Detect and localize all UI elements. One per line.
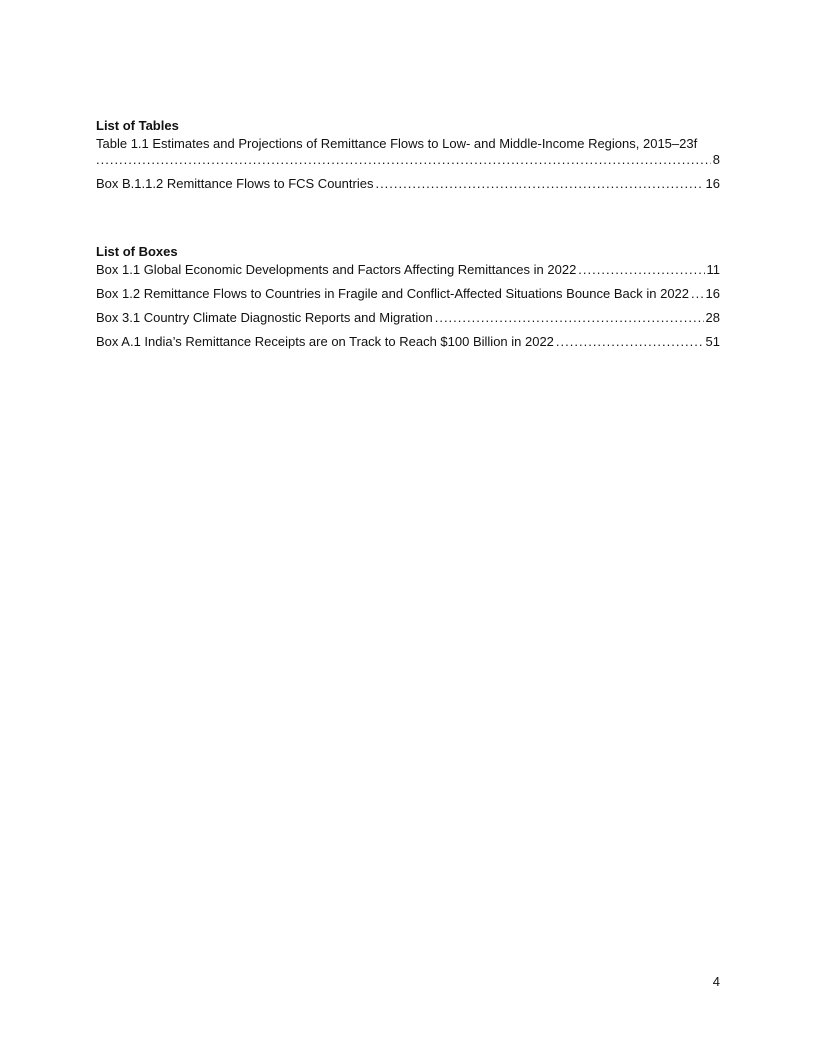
list-of-tables-heading: List of Tables	[96, 118, 179, 133]
list-of-tables-section	[96, 118, 720, 192]
toc-entry-title: Box 1.2 Remittance Flows to Countries in Fragile and Conflict-Affected Situations Bounce Back in 2022	[96, 286, 690, 301]
toc-entry-page-number: 8	[712, 152, 720, 167]
list-of-boxes-heading: List of Boxes	[96, 244, 178, 259]
dot-leader	[375, 176, 703, 192]
dot-leader	[578, 262, 704, 278]
toc-entry-page-number: 28	[705, 310, 720, 325]
toc-entry-box-1-2[interactable]	[96, 286, 720, 302]
toc-entry-title: Table 1.1 Estimates and Projections of Remittance Flows to Low- and Middle-Income Regions, 2015–23f	[96, 136, 698, 151]
dot-leader	[691, 286, 704, 302]
toc-entry-title: Box A.1 India’s Remittance Receipts are on Track to Reach $100 Billion in 2022	[96, 334, 554, 349]
dot-leader	[96, 152, 711, 168]
toc-entry-table-1-1[interactable]	[96, 136, 720, 168]
toc-leader-line	[96, 152, 720, 168]
dot-leader	[556, 334, 704, 350]
toc-entry-box-b-1-1-2[interactable]	[96, 176, 720, 192]
toc-entry-page-number: 11	[706, 262, 720, 277]
toc-entry-box-1-1[interactable]	[96, 262, 720, 278]
page-number: 4	[712, 974, 720, 989]
toc-entry-title: Box 1.1 Global Economic Developments and Factors Affecting Remittances in 2022	[96, 262, 577, 277]
toc-entry-page-number: 16	[705, 176, 720, 191]
dot-leader	[435, 310, 704, 326]
toc-entry-page-number: 16	[705, 286, 720, 301]
toc-entry-title: Box 3.1 Country Climate Diagnostic Reports and Migration	[96, 310, 433, 325]
list-of-boxes-section	[96, 244, 720, 350]
toc-entry-box-a-1[interactable]	[96, 334, 720, 350]
toc-entry-page-number: 51	[705, 334, 720, 349]
toc-entry-box-3-1[interactable]	[96, 310, 720, 326]
toc-entry-title: Box B.1.1.2 Remittance Flows to FCS Countries	[96, 176, 374, 191]
